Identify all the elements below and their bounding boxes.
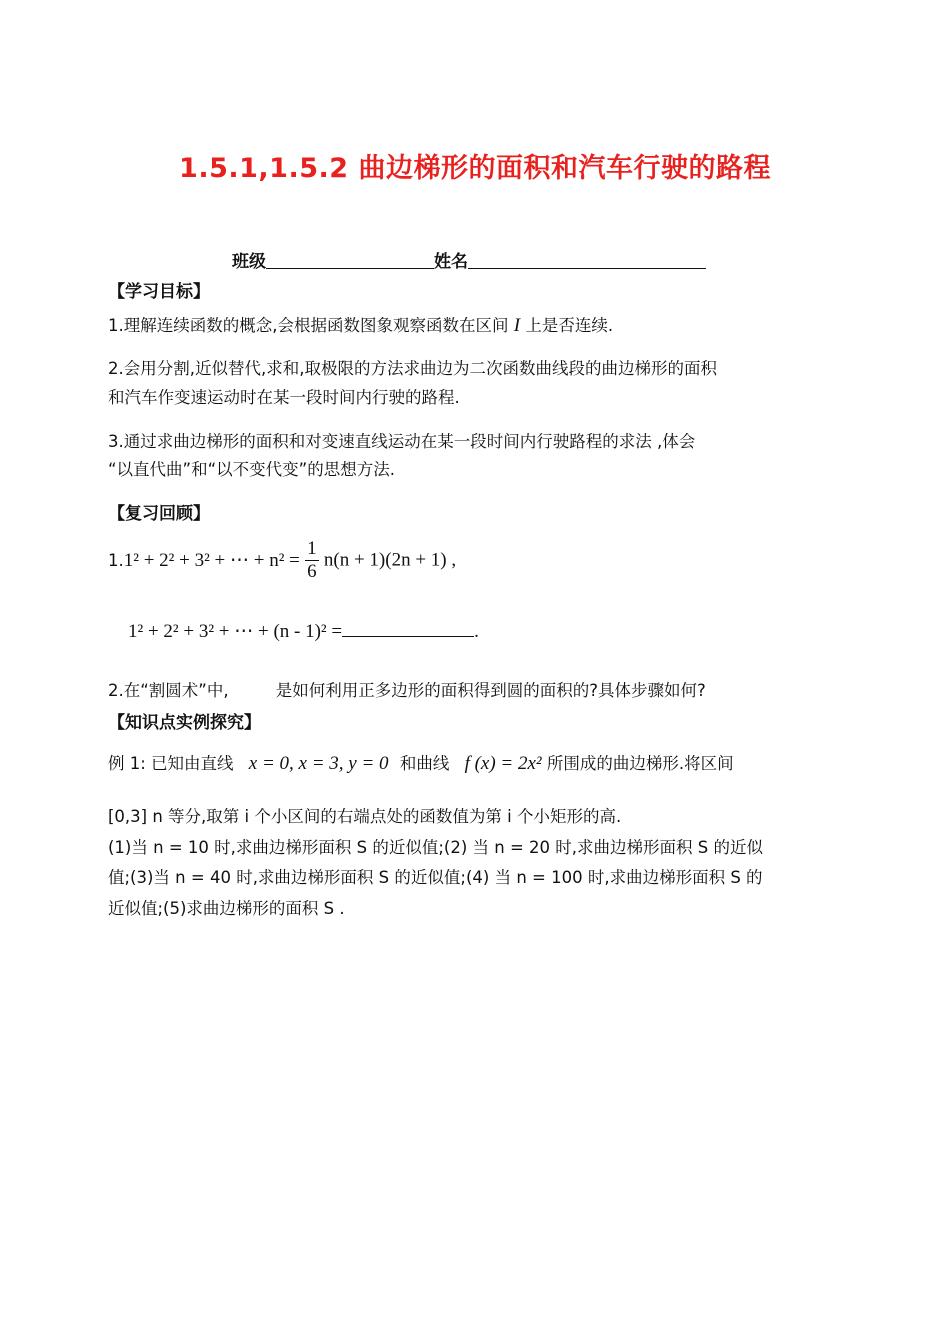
example-1-line-5: 近似值;(5)求曲边梯形的面积 S .	[108, 899, 345, 918]
section-review-heading: 【复习回顾】	[108, 504, 210, 524]
goal-1-interval-var: I	[513, 315, 521, 336]
review-q1-line-2	[128, 620, 479, 643]
answer-blank[interactable]	[342, 622, 474, 637]
fraction-denominator: 6	[307, 561, 317, 582]
goal-3-line-1: 3.通过求曲边梯形的面积和对变速直线运动在某一段时间内行驶路程的求法 ,体会	[108, 432, 696, 451]
fraction-one-sixth	[305, 538, 319, 583]
goal-1-text-end: 上是否连续.	[525, 316, 614, 335]
review-q2: 2.在“割圆术”中, 是如何利用正多边形的面积得到圆的面积的?具体步骤如何?	[108, 681, 706, 700]
goal-3-line-2: “以直代曲”和“以不变代变”的思想方法.	[108, 460, 395, 479]
example-1-text-end: 所围成的曲边梯形.将区间	[546, 754, 734, 773]
section-goals-heading: 【学习目标】	[108, 282, 210, 302]
class-blank	[266, 250, 434, 269]
example-1-line-2: [0,3] n 等分,取第 i 个小区间的右端点处的函数值为第 i 个小矩形的高.	[108, 807, 622, 826]
fraction-numerator: 1	[307, 538, 317, 559]
sentence-end: .	[474, 621, 479, 642]
section-explore-heading: 【知识点实例探究】	[108, 713, 261, 733]
name-label: 姓名	[434, 252, 468, 272]
example-1-line-1	[108, 750, 734, 778]
example-1-line-3: (1)当 n = 10 时,求曲边梯形面积 S 的近似值;(2) 当 n = 20 时,求曲边梯形面积 S 的近似	[108, 838, 763, 857]
class-label: 班级	[232, 252, 266, 272]
sum-formula-left: 1² + 2² + 3² + ⋯ + n² =	[123, 550, 300, 571]
sum-formula-n-minus-1: 1² + 2² + 3² + ⋯ + (n - 1)² =	[128, 621, 343, 642]
review-q1-line-1	[108, 538, 456, 583]
example-1-text: 例 1: 已知由直线	[108, 754, 234, 773]
example-1-lines-formula: x = 0, x = 3, y = 0	[248, 753, 389, 774]
class-name-line	[232, 247, 706, 272]
example-1-line-4: 值;(3)当 n = 40 时,求曲边梯形面积 S 的近似值;(4) 当 n = 100 时,求曲边梯形面积 S 的	[108, 868, 763, 887]
review-q1-number: 1.	[108, 551, 124, 570]
sum-formula-right: n(n + 1)(2n + 1) ,	[323, 549, 457, 571]
example-1-curve-formula: f (x) = 2x²	[464, 753, 542, 774]
page-title: 1.5.1,1.5.2 曲边梯形的面积和汽车行驶的路程	[179, 153, 771, 184]
name-blank	[468, 250, 706, 269]
goal-1-text: 1.理解连续函数的概念,会根据函数图象观察函数在区间	[108, 316, 509, 335]
goal-2-line-2: 和汽车作变速运动时在某一段时间内行驶的路程.	[108, 388, 460, 407]
goal-1	[108, 312, 613, 340]
example-1-text-curve: 和曲线	[399, 754, 450, 773]
goal-2-line-1: 2.会用分割,近似替代,求和,取极限的方法求曲边为二次函数曲线段的曲边梯形的面积	[108, 359, 717, 378]
